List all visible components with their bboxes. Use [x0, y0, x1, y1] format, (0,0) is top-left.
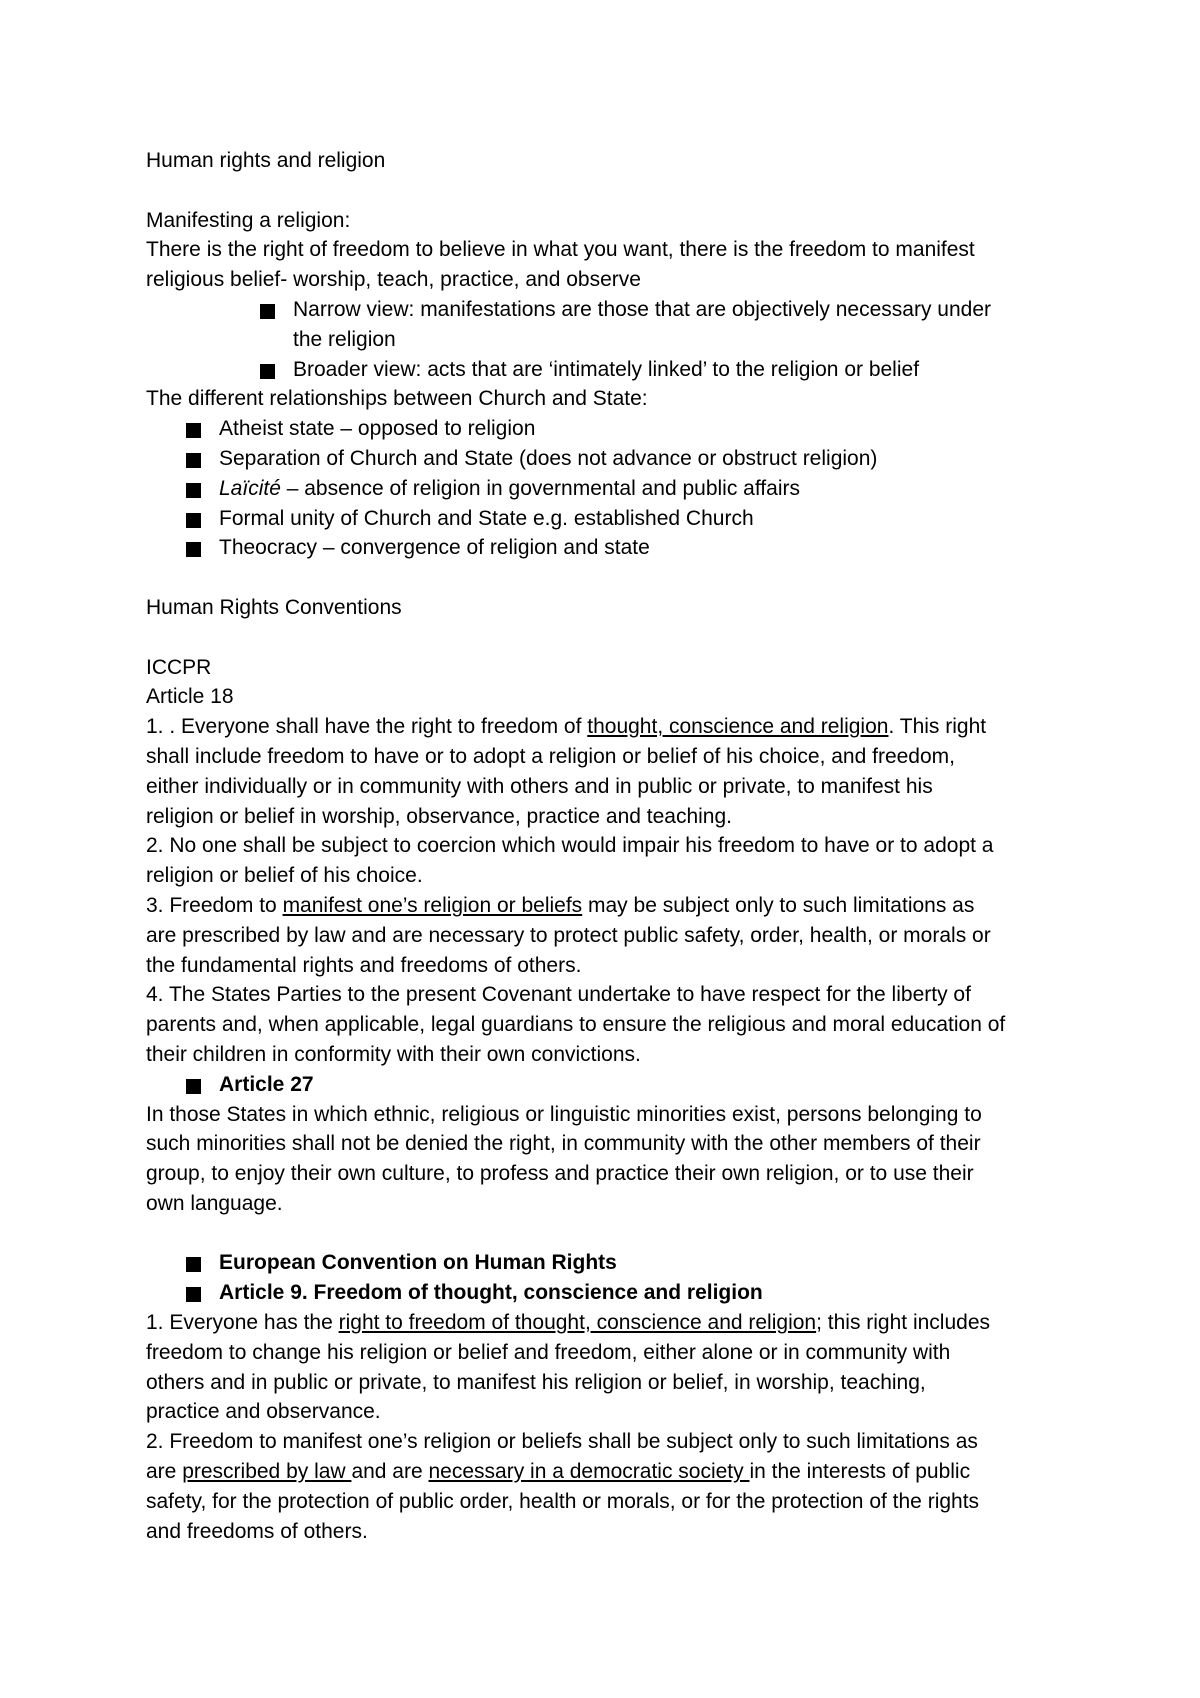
paragraph-line: others and in public or private, to manifest his religion or belief, in worship, teaching,: [146, 1370, 926, 1394]
article-9-heading: Article 9. Freedom of thought, conscience and religion: [219, 1281, 763, 1305]
text-run: and are: [351, 1460, 429, 1484]
blank-line: [146, 563, 1076, 593]
paragraph-line: safety, for the protection of public order, health or morals, or for the protection of the rights: [146, 1489, 980, 1513]
list-item-broader-view: [146, 355, 1076, 385]
paragraph-line: [146, 891, 1076, 921]
paragraph-line: shall include freedom to have or to adopt a religion or belief of his choice, and freedom,: [146, 744, 955, 768]
square-bullet-icon: [260, 304, 275, 319]
section-heading-relationships: The different relationships between Church and State:: [146, 387, 648, 411]
text-run: in the interests of public: [749, 1460, 971, 1484]
blank-line: [146, 1219, 1076, 1249]
paragraph-line: 2. No one shall be subject to coercion which would impair his freedom to have or to adopt a: [146, 834, 994, 858]
paragraph-line: [146, 712, 1076, 742]
underlined-text: thought, conscience and religion: [587, 715, 889, 739]
paragraph-line: parents and, when applicable, legal guardians to ensure the religious and moral education of: [146, 1013, 1006, 1037]
section-heading-manifesting: Manifesting a religion:: [146, 208, 351, 232]
paragraph-line: [146, 1457, 1076, 1487]
list-item-text: – absence of religion in governmental and public affairs: [280, 476, 800, 500]
paragraph-line: [146, 1308, 1076, 1338]
paragraph-line: the fundamental rights and freedoms of others.: [146, 953, 582, 977]
list-item-text: Atheist state – opposed to religion: [219, 417, 536, 441]
article-27-heading: Article 27: [219, 1072, 314, 1096]
list-item-theocracy: [146, 533, 1076, 563]
paragraph-line: There is the right of freedom to believe in what you want, there is the freedom to manifest: [146, 238, 975, 262]
paragraph-line: such minorities shall not be denied the right, in community with the other members of their: [146, 1132, 981, 1156]
text-run: 1. . Everyone shall have the right to freedom of: [146, 715, 588, 739]
square-bullet-icon: [186, 1257, 201, 1272]
document-title: Human rights and religion: [146, 149, 386, 172]
article-18-heading: Article 18: [146, 685, 234, 709]
square-bullet-icon: [260, 364, 275, 379]
list-item-text: Theocracy – convergence of religion and state: [219, 536, 650, 560]
list-item-text: Narrow view: manifestations are those that are objectively necessary under: [293, 297, 992, 321]
text-run: 3. Freedom to: [146, 893, 283, 917]
paragraph-line: group, to enjoy their own culture, to profess and practice their own religion, or to use their: [146, 1162, 974, 1186]
paragraph-line: either individually or in community with others and in public or private, to manifest his: [146, 774, 933, 798]
underlined-text: manifest one’s religion or beliefs: [282, 893, 583, 917]
square-bullet-icon: [186, 1287, 201, 1302]
paragraph-line: 4. The States Parties to the present Covenant undertake to have respect for the liberty of: [146, 983, 971, 1007]
section-heading-conventions: Human Rights Conventions: [146, 595, 402, 619]
square-bullet-icon: [186, 453, 201, 468]
underlined-text: prescribed by law: [182, 1460, 352, 1484]
paragraph-line: and freedoms of others.: [146, 1519, 368, 1543]
paragraph-line: religion or belief of his choice.: [146, 864, 423, 888]
list-item-text: Broader view: acts that are ‘intimately linked’ to the religion or belief: [293, 357, 920, 381]
list-item-laicite: [146, 474, 1076, 504]
laicite-term: Laïcité: [219, 476, 281, 500]
paragraph-line: own language.: [146, 1191, 283, 1215]
paragraph-line: freedom to change his religion or belief and freedom, either alone or in community with: [146, 1340, 951, 1364]
list-item-atheist: [146, 414, 1076, 444]
list-item-formal-unity: [146, 504, 1076, 534]
document-body: [146, 146, 1076, 1546]
blank-line: [146, 623, 1076, 653]
paragraph-line: In those States in which ethnic, religious or linguistic minorities exist, persons belonging to: [146, 1102, 982, 1126]
square-bullet-icon: [186, 483, 201, 498]
text-run: are: [146, 1460, 183, 1484]
square-bullet-icon: [186, 1079, 201, 1094]
text-run: . This right: [888, 715, 987, 739]
underlined-text: necessary in a democratic society: [428, 1460, 750, 1484]
paragraph-line: are prescribed by law and are necessary to protect public safety, order, health, or morals or: [146, 923, 991, 947]
text-run: 1. Everyone has the: [146, 1311, 339, 1335]
paragraph-line: religious belief- worship, teach, practice, and observe: [146, 268, 641, 292]
paragraph-line: their children in conformity with their own convictions.: [146, 1042, 641, 1066]
paragraph-line: 2. Freedom to manifest one’s religion or beliefs shall be subject only to such limitations as: [146, 1430, 978, 1454]
iccpr-label: ICCPR: [146, 655, 212, 679]
square-bullet-icon: [186, 423, 201, 438]
list-item-separation: [146, 444, 1076, 474]
echr-heading: European Convention on Human Rights: [219, 1251, 617, 1275]
paragraph-line: practice and observance.: [146, 1400, 381, 1424]
square-bullet-icon: [186, 513, 201, 528]
text-run: ; this right includes: [816, 1311, 991, 1335]
list-item-article-27: [146, 1070, 1076, 1100]
list-item-narrow-view: [146, 295, 1076, 325]
list-item-echr: [146, 1248, 1076, 1278]
underlined-text: right to freedom of thought, conscience and religion: [338, 1311, 817, 1335]
list-item-text: Formal unity of Church and State e.g. established Church: [219, 506, 754, 530]
list-item-continuation: the religion: [293, 327, 396, 351]
square-bullet-icon: [186, 542, 201, 557]
list-item-text: Separation of Church and State (does not advance or obstruct religion): [219, 446, 878, 470]
list-item-article-9: [146, 1278, 1076, 1308]
paragraph-line: religion or belief in worship, observance, practice and teaching.: [146, 804, 733, 828]
text-run: may be subject only to such limitations as: [582, 893, 975, 917]
blank-line: [146, 176, 1076, 206]
